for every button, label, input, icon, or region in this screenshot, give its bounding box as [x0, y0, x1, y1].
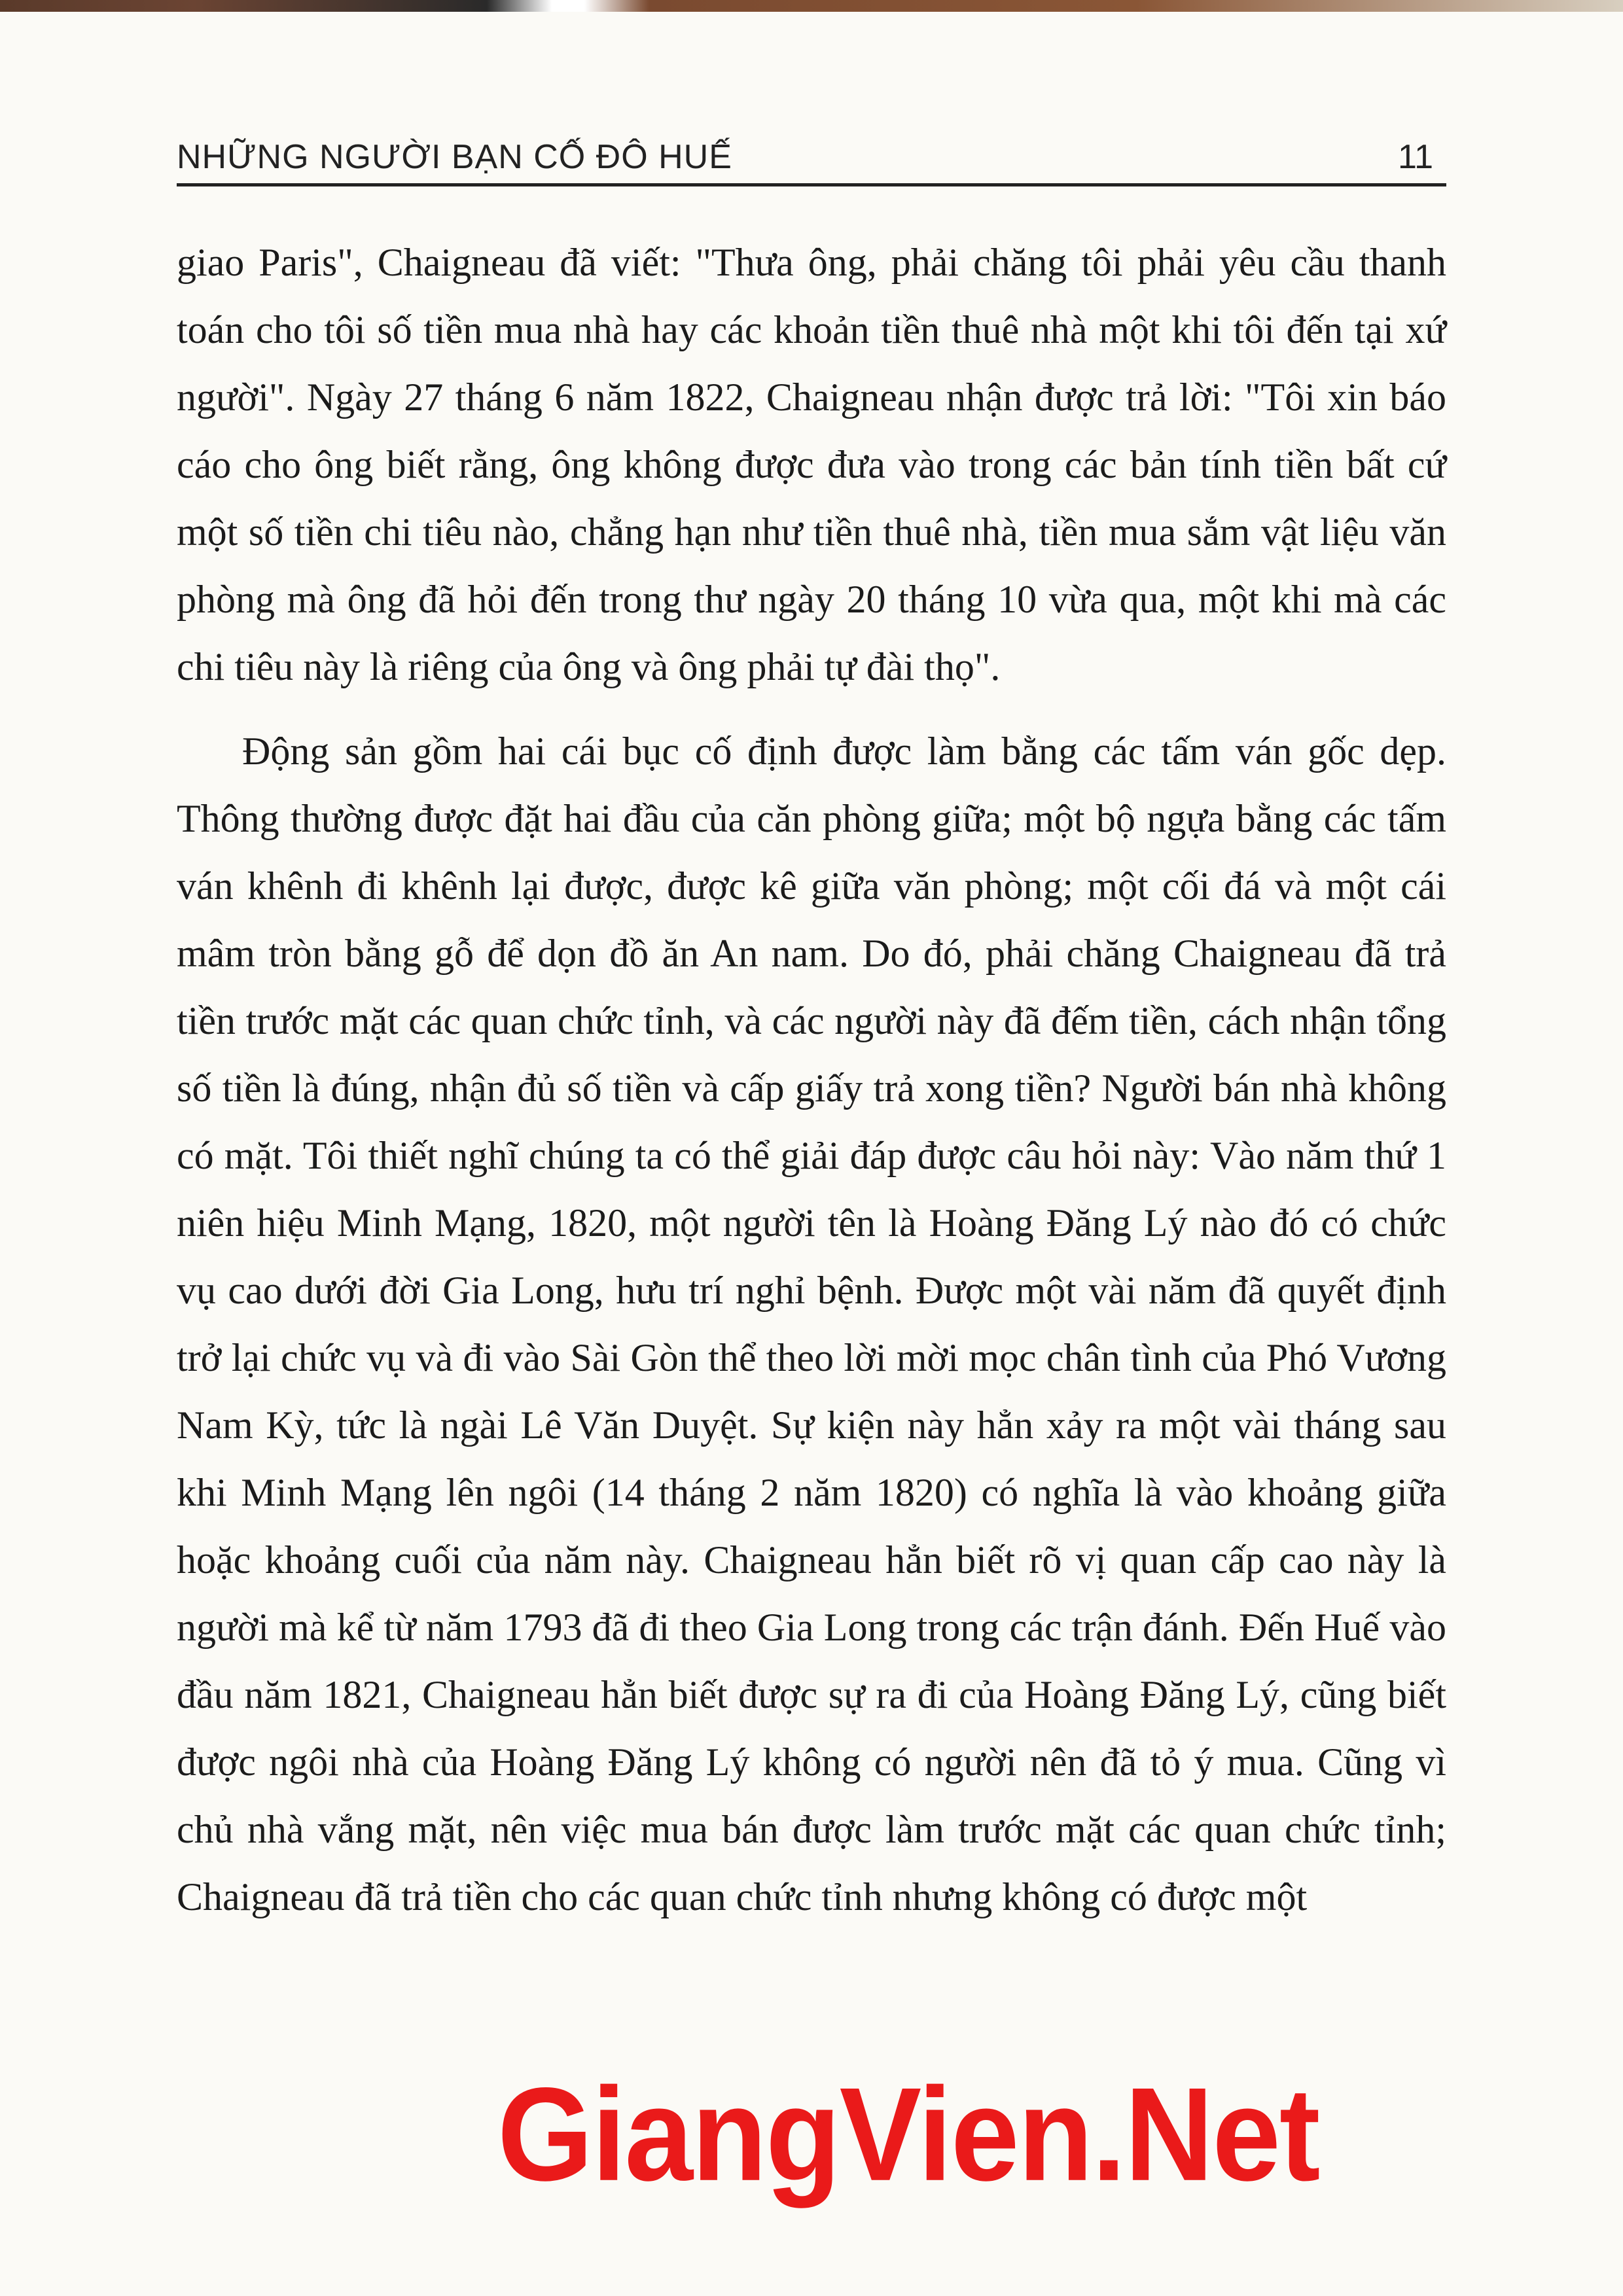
paragraph-continued: giao Paris", Chaigneau đã viết: "Thưa ông, phải chăng tôi phải yêu cầu thanh toán cho tôi số tiền mua nhà hay các khoản tiền thuê nhà một khi tôi đến tại xứ người". Ngày 27 tháng 6 năm 1822, Chaigneau nhận được trả lời: "Tôi xin báo cáo cho ông biết rằng, ông không được đưa vào trong các bản tính tiền bất cứ một số tiền chi tiêu nào, chẳng hạn như tiền thuê nhà, tiền mua sắm vật liệu văn phòng mà ông đã hỏi đến trong thư ngày 20 tháng 10 vừa qua, một khi mà các chi tiêu này là riêng của ông và ông phải tự đài thọ".	[177, 241, 1446, 688]
book-title: NHỮNG NGƯỜI BẠN CỐ ĐÔ HUẾ	[177, 138, 732, 176]
running-header	[177, 131, 1446, 186]
watermark-logo: GiangVien.Net	[497, 2060, 1319, 2208]
scan-top-edge	[0, 0, 1623, 12]
page-body	[177, 229, 1446, 1931]
paragraph: Động sản gồm hai cái bục cố định được làm bằng các tấm ván gốc dẹp. Thông thường được đặt hai đầu của căn phòng giữa; một bộ ngựa bằng các tấm ván khênh đi khênh lại được, được kê giữa văn phòng; một cối đá và một cái mâm tròn bằng gỗ để dọn đồ ăn An nam. Do đó, phải chăng Chaigneau đã trả tiền trước mặt các quan chức tỉnh, và các người này đã đếm tiền, cách nhận tổng số tiền là đúng, nhận đủ số tiền và cấp giấy trả xong tiền? Người bán nhà không có mặt. Tôi thiết nghĩ chúng ta có thể giải đáp được câu hỏi này: Vào năm thứ 1 niên hiệu Minh Mạng, 1820, một người tên là Hoàng Đăng Lý nào đó có chức vụ cao dưới đời Gia Long, hưu trí nghỉ bệnh. Được một vài năm đã quyết định trở lại chức vụ và đi vào Sài Gòn thể theo lời mời mọc chân tình của Phó Vương Nam Kỳ, tức là ngài Lê Văn Duyệt. Sự kiện này hẳn xảy ra một vài tháng sau khi Minh Mạng lên ngôi (14 tháng 2 năm 1820) có nghĩa là vào khoảng giữa hoặc khoảng cuối của năm này. Chaigneau hẳn biết rõ vị quan cấp cao này là người mà kể từ năm 1793 đã đi theo Gia Long trong các trận đánh. Đến Huế vào đầu năm 1821, Chaigneau hẳn biết được sự ra đi của Hoàng Đăng Lý, cũng biết được ngôi nhà của Hoàng Đăng Lý không có người nên đã tỏ ý mua. Cũng vì chủ nhà vắng mặt, nên việc mua bán được làm trước mặt các quan chức tỉnh; Chaigneau đã trả tiền cho các quan chức tỉnh nhưng không có được một	[177, 730, 1446, 1918]
page-number: 11	[1398, 138, 1433, 176]
